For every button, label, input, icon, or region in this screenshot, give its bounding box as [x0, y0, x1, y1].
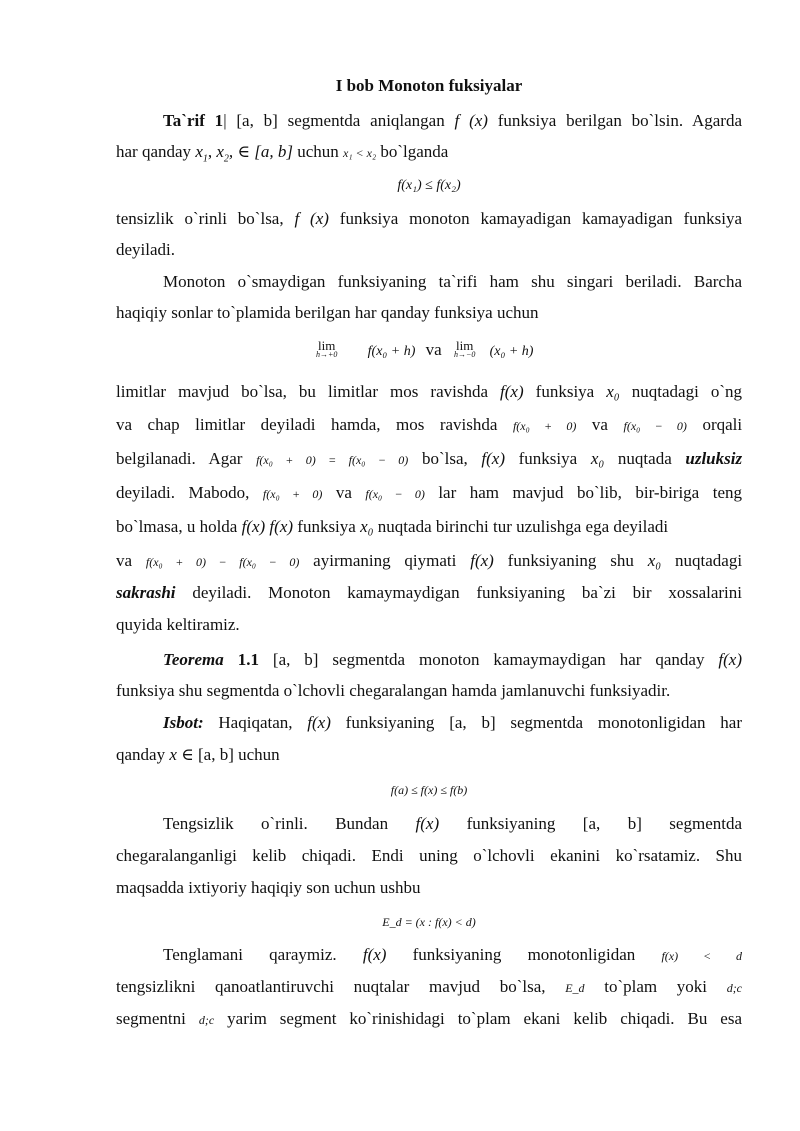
proof-line-1: Isbot: Haqiqatan, f(x) funksiyaning [a, b] segmentda monotonligidan har	[163, 713, 743, 732]
proof-line-2: qanday x ∈ [a, b] uchun	[116, 745, 280, 764]
paragraph-2-line-9: va f(x₀ + 0) − f(x₀ − 0) ayirmaning qiymati f(x) funksiyaning shu x₀ nuqtadagi	[116, 551, 743, 570]
paragraph-2-line-8: bo`lmasa, u holda f(x) f(x) funksiya x₀ nuqtada birinchi tur uzulishga ega deyiladi	[116, 517, 669, 536]
term-sakrashi: sakrashi	[116, 583, 176, 602]
paragraph-2-line-11: quyida keltiramiz.	[116, 615, 240, 634]
formula-set-ed: E_d = (x : f(x) < d)	[382, 915, 476, 929]
paragraph-2-line-1: Monoton o`smaydigan funksiyaning ta`rifi ham shu singari beriladi. Barcha	[163, 272, 742, 291]
proof-line-6: maqsadda ixtiyoriy haqiqiy son uchun ushbu	[116, 878, 421, 897]
proof-label: Isbot:	[163, 713, 204, 732]
definition-line-2: har qanday $x_1$, $x_2$, ∈ [a, b] uchun x₁ < x₂ bo`lganda	[116, 142, 449, 165]
theorem-line-1: Teorema 1.1 [a, b] segmentda monoton kamaymaydigan har qanday f(x)	[163, 650, 743, 669]
formula-monotone: f(x₁) ≤ f(x₂)	[397, 178, 461, 193]
theorem-label: Teorema	[163, 650, 224, 669]
formula-limits: lim h→+0 f(x₀ + h) va lim h→−0 (x₀ + h)	[316, 338, 534, 359]
proof-line-4: Tengsizlik o`rinli. Bundan f(x) funksiyaning [a, b] segmentda	[163, 814, 743, 833]
paragraph-2-line-2: haqiqiy sonlar to`plamida berilgan har qanday funksiya uchun	[116, 303, 539, 322]
definition-term: Ta`rif 1	[163, 111, 224, 130]
paragraph-2-line-4: limitlar mavjud bo`lsa, bu limitlar mos ravishda f(x) funksiya x₀ nuqtadagi o`ng	[116, 382, 743, 401]
proof-line-9: tengsizlikni qanoatlantiruvchi nuqtalar mavjud bo`lsa, E_d to`plam yoki d;c	[116, 977, 743, 996]
term-uzluksiz: uzluksiz	[685, 449, 743, 468]
definition-line-1: Ta`rif 1| [a, b] segmentda aniqlangan f (x) funksiya berilgan bo`lsin. Agarda	[163, 111, 742, 130]
proof-line-5: chegaralanganligi kelib chiqadi. Endi uning o`lchovli ekanini ko`rsatamiz. Shu	[116, 846, 742, 865]
proof-line-10: segmentni d;c yarim segment ko`rinishidagi to`plam ekani kelib chiqadi. Bu esa	[116, 1009, 743, 1028]
definition-line-5: deyiladi.	[116, 240, 176, 259]
paragraph-2-line-6: belgilanadi. Agar f(x₀ + 0) = f(x₀ − 0) bo`lsa, f(x) funksiya x₀ nuqtada uzluksiz	[116, 449, 743, 468]
theorem-line-2: funksiya shu segmentda o`lchovli chegaralangan hamda jamlanuvchi funksiyadir.	[116, 681, 671, 700]
paragraph-2-line-5: va chap limitlar deyiladi hamda, mos ravishda f(x₀ + 0) va f(x₀ − 0) orqali	[116, 415, 743, 434]
paragraph-2-line-10: sakrashi deyiladi. Monoton kamaymaydigan funksiyaning ba`zi bir xossalarini	[116, 583, 742, 602]
page-title: I bob Monoton fuksiyalar	[335, 76, 523, 95]
definition-line-4: tensizlik o`rinli bo`lsa, f (x) funksiya monoton kamayadigan kamayadigan funksiya	[116, 209, 743, 228]
math-fx: f (x)	[454, 111, 488, 130]
proof-line-8: Tenglamani qaraymiz. f(x) funksiyaning monotonligidan f(x) < d	[163, 945, 743, 964]
formula-bounds: f(a) ≤ f(x) ≤ f(b)	[390, 783, 468, 797]
paragraph-2-line-7: deyiladi. Mabodo, f(x₀ + 0) va f(x₀ − 0) lar ham mavjud bo`lib, bir-biriga teng	[116, 483, 742, 502]
math-condition: x₁ < x₂	[343, 146, 377, 160]
